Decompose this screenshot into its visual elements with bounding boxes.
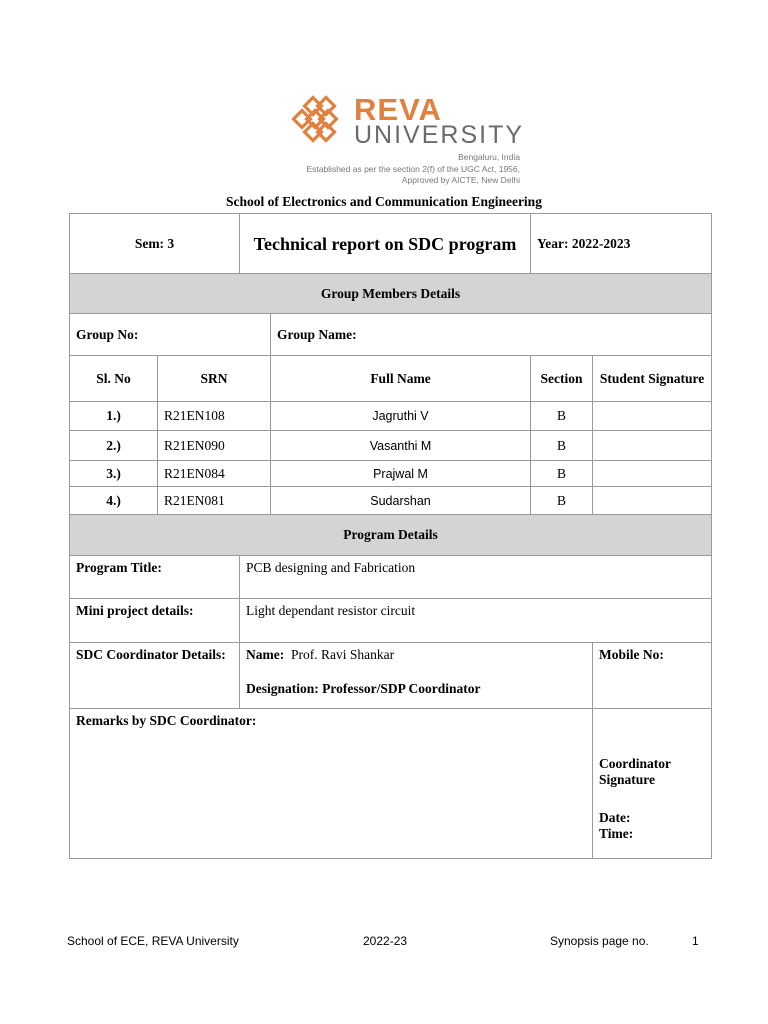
member-signature xyxy=(593,461,712,487)
col-srn: SRN xyxy=(158,356,271,402)
member-name: Prajwal M xyxy=(271,461,531,487)
table-row xyxy=(70,487,712,515)
col-signature: Student Signature xyxy=(593,356,712,402)
member-signature xyxy=(593,402,712,431)
footer-synopsis: Synopsis page no. xyxy=(550,934,649,948)
member-srn: R21EN108 xyxy=(158,402,271,431)
member-srn: R21EN084 xyxy=(158,461,271,487)
coordinator-name-label: Name: xyxy=(246,647,285,662)
coordinator-label: SDC Coordinator Details: xyxy=(70,643,240,709)
footer-school: School of ECE, REVA University xyxy=(67,934,239,948)
logo-brand-top: REVA xyxy=(354,92,442,127)
group-info-row xyxy=(70,314,712,356)
reva-logo xyxy=(290,94,530,190)
coordinator-row xyxy=(70,643,712,709)
group-no-label: Group No: xyxy=(70,314,271,356)
reva-knot-logo-icon xyxy=(290,94,346,150)
member-signature xyxy=(593,487,712,515)
report-form-table xyxy=(69,213,712,859)
col-sl-no: Sl. No xyxy=(70,356,158,402)
mini-project-row xyxy=(70,599,712,643)
member-sl: 2.) xyxy=(70,431,158,461)
member-sl: 4.) xyxy=(70,487,158,515)
table-row xyxy=(70,431,712,461)
remarks-row xyxy=(70,709,712,859)
group-name-label: Group Name: xyxy=(271,314,712,356)
logo-approved: Approved by AICTE, New Delhi xyxy=(401,175,520,185)
program-heading-row xyxy=(70,515,712,556)
footer-year: 2022-23 xyxy=(363,934,408,948)
group-heading-row xyxy=(70,274,712,314)
header-row xyxy=(70,214,712,274)
member-srn: R21EN090 xyxy=(158,431,271,461)
coordinator-name-value: Prof. Ravi Shankar xyxy=(290,647,395,662)
col-section: Section xyxy=(531,356,593,402)
member-name: Jagruthi V xyxy=(271,402,531,431)
member-srn: R21EN081 xyxy=(158,487,271,515)
logo-established: Established as per the section 2(f) of the UGC Act, 1956, xyxy=(306,164,520,174)
remarks-label: Remarks by SDC Coordinator: xyxy=(70,709,593,859)
program-title-value: PCB designing and Fabrication xyxy=(240,556,712,599)
program-details-heading: Program Details xyxy=(70,515,712,556)
table-row xyxy=(70,402,712,431)
year-cell: Year: 2022-2023 xyxy=(531,214,712,274)
members-header-row xyxy=(70,356,712,402)
member-name: Sudarshan xyxy=(271,487,531,515)
logo-brand-bottom: UNIVERSITY xyxy=(354,121,525,149)
member-sl: 3.) xyxy=(70,461,158,487)
sem-cell: Sem: 3 xyxy=(70,214,240,274)
coordinator-designation: Designation: Professor/SDP Coordinator xyxy=(246,681,481,696)
footer-page-number: 1 xyxy=(692,934,699,948)
mini-project-value: Light dependant resistor circuit xyxy=(240,599,712,643)
logo-city: Bengaluru, India xyxy=(458,152,520,162)
member-sl: 1.) xyxy=(70,402,158,431)
member-section: B xyxy=(531,402,593,431)
mobile-label: Mobile No: xyxy=(593,643,712,709)
date-label: Date: xyxy=(599,810,631,825)
member-name: Vasanthi M xyxy=(271,431,531,461)
report-title: Technical report on SDC program xyxy=(240,214,531,274)
member-section: B xyxy=(531,487,593,515)
table-row xyxy=(70,461,712,487)
time-label: Time: xyxy=(599,826,634,841)
signature-block xyxy=(593,709,712,859)
program-title-label: Program Title: xyxy=(70,556,240,599)
col-full-name: Full Name xyxy=(271,356,531,402)
member-section: B xyxy=(531,461,593,487)
school-title: School of Electronics and Communication Engineering xyxy=(226,194,542,209)
program-title-row xyxy=(70,556,712,599)
coordinator-details xyxy=(240,643,593,709)
member-section: B xyxy=(531,431,593,461)
group-members-heading: Group Members Details xyxy=(70,274,712,314)
mini-project-label: Mini project details: xyxy=(70,599,240,643)
coordinator-signature-label: Coordinator Signature xyxy=(599,756,671,787)
member-signature xyxy=(593,431,712,461)
